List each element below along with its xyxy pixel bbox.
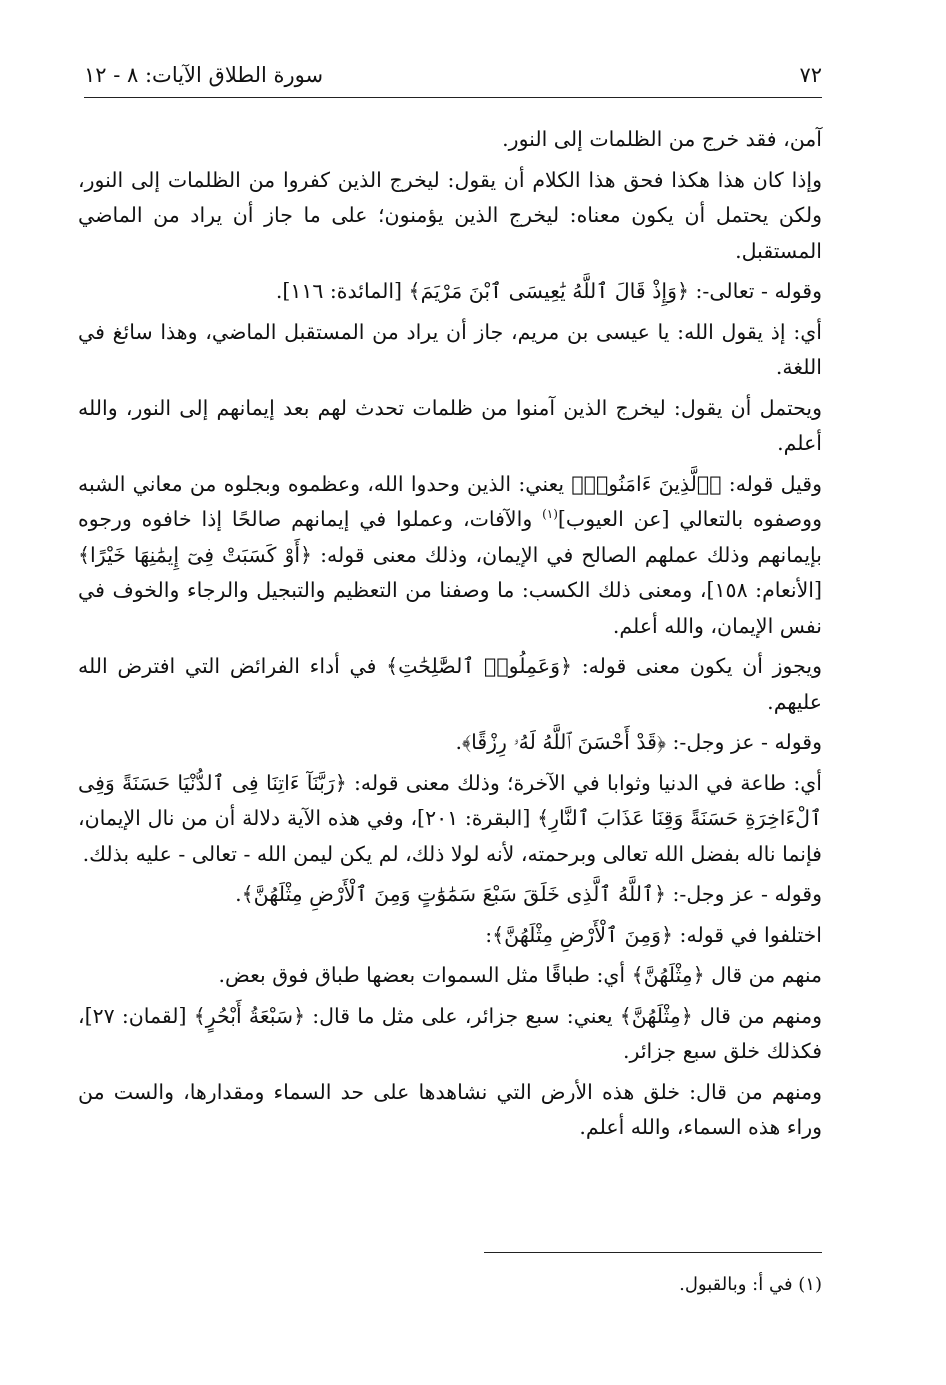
paragraph-10: وقوله - عز وجل-: ﴿ٱللَّهُ ٱلَّذِى خَلَقَ سَبْعَ سَمَٰوَٰتٍ وَمِنَ ٱلْأَرْضِ مِثْلَهُنَّ﴾. <box>235 882 822 906</box>
surah-title: سورة الطلاق الآيات: ٨ - ١٢ <box>84 63 324 87</box>
paragraph-5: ويحتمل أن يقول: ليخرج الذين آمنوا من ظلمات تحدث لهم بعد إيمانهم إلى النور، والله أعلم. <box>78 395 822 455</box>
paragraph-12: منهم من قال ﴿مِثْلَهُنَّ﴾ أي: طباقًا مثل السموات بعضها طباق فوق بعض. <box>218 963 822 987</box>
paragraph-6-b: والآفات، وعملوا في إيمانهم صالحًا إذا خافوه ورجوه بإيمانهم وذلك عملهم الصالح في الإيمان، وذلك معنى قوله: ﴿أَوْ كَسَبَتْ فِىٓ إِيمَٰنِهَا خَيْرًا﴾ [الأنعام: ١٥٨]، ومعنى ذلك الكسب: ما وصفنا من التعظيم والتبجيل والرجاء والخوف في نفس الإيمان، والله أعلم. <box>78 507 822 638</box>
paragraph-13: ومنهم من قال ﴿مِثْلَهُنَّ﴾ يعني: سبع جزائر، على مثل ما قال: ﴿سَبْعَةُ أَبْحُرٍ﴾ [لقمان: ٢٧]، فكذلك خلق سبع جزائر. <box>78 1003 822 1063</box>
footnote-marker: (١) <box>542 507 558 522</box>
paragraph-6 <box>78 467 822 645</box>
paragraph-4: أي: إذ يقول الله: يا عيسى بن مريم، جاز أن يراد من المستقبل الماضي، وهذا سائغ في اللغة. <box>78 319 822 379</box>
paragraph-14: ومنهم من قال: خلق هذه الأرض التي نشاهدها على حد السماء ومقدارها، والست من وراء هذه السماء، والله أعلم. <box>78 1079 822 1139</box>
paragraph-9: أي: طاعة في الدنيا وثوابا في الآخرة؛ وذلك معنى قوله: ﴿رَبَّنَآ ءَاتِنَا فِى ٱلدُّنْيَا حَسَنَةً وَفِى ٱلْءَاخِرَةِ حَسَنَةً وَقِنَا عَذَابَ ٱلنَّارِ﴾ [البقرة: ٢٠١]، وفي هذه الآية دلالة أن من نال الإيمان، فإنما ناله بفضل الله تعالى وبرحمته، لأنه لولا ذلك، لم يكن ليمن الله - تعالى - عليه بذلك. <box>78 770 823 866</box>
paragraph-7: ويجوز أن يكون معنى قوله: ﴿وَعَمِلُوا۟ ٱلصَّٰلِحَٰتِ﴾ في أداء الفرائض التي افترض الله عليهم. <box>78 654 822 714</box>
footnote-rule <box>484 1252 822 1253</box>
header-rule <box>84 97 822 98</box>
footnote-1: (١) في أ: وبالقبول. <box>679 1274 822 1295</box>
main-text <box>78 122 822 1151</box>
page-number: ٧٢ <box>799 63 822 87</box>
paragraph-6-a: وقيل قوله: ﴿ٱلَّذِينَ ءَامَنُوا۟﴾ يعني: الذين وحدوا الله، وعظموه وبجلوه من معاني الشبه ووصفوه بالتعالي [عن العيوب] <box>78 471 822 531</box>
footnotes <box>84 1270 822 1300</box>
paragraph-8: وقوله - عز وجل-: ﴿قَدْ أَحْسَنَ ٱللَّهُ لَهُۥ رِزْقًا﴾. <box>455 730 822 754</box>
paragraph-1: آمن، فقد خرج من الظلمات إلى النور. <box>502 127 822 151</box>
paragraph-3: وقوله - تعالى-: ﴿وَإِذْ قَالَ ٱللَّهُ يَٰعِيسَى ٱبْنَ مَرْيَمَ﴾ [المائدة: ١١٦]. <box>275 279 822 303</box>
paragraph-11: اختلفوا في قوله: ﴿وَمِنَ ٱلْأَرْضِ مِثْلَهُنَّ﴾: <box>485 922 822 947</box>
running-header <box>84 58 822 92</box>
paragraph-2: وإذا كان هذا هكذا فحق هذا الكلام أن يقول: ليخرج الذين كفروا من الظلمات إلى النور، ولكن يحتمل أن يكون معناه: ليخرج الذين يؤمنون؛ على ما جاز أن يراد من الماضي المستقبل. <box>78 167 822 263</box>
